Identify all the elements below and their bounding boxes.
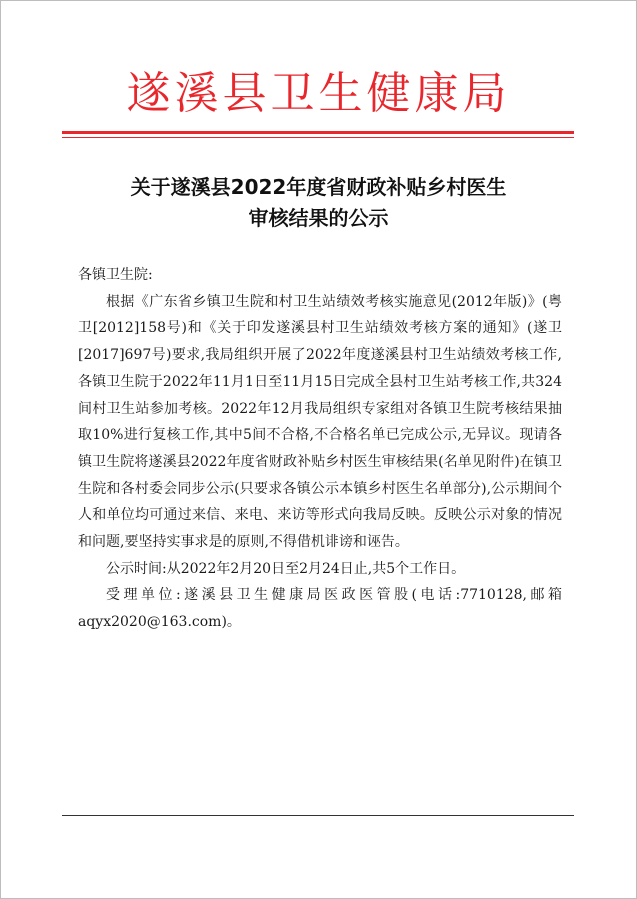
document-title-line-2: 审核结果的公示 [248,206,389,230]
document-body [78,262,562,636]
bottom-rule [62,815,574,816]
letterhead: 遂溪县卫生健康局 [126,68,511,119]
body-paragraph-main: 根据《广东省乡镇卫生院和村卫生站绩效考核实施意见(2012年版)》(粤卫[2012]158号)和《关于印发遂溪县村卫生站绩效考核方案的通知》(遂卫[2017]697号)要求,我局组织开展了2022年度遂溪县村卫生站绩效考核工作,各镇卫生院于2022年11月1日至11月15日完成全县村卫生站考核工作,共324间村卫生站参加考核。2022年12月我局组织专家组对各镇卫生院考核结果抽取10%进行复核工作,其中5间不合格,不合格名单已完成公示,无异议。现请各镇卫生院将遂溪县2022年度省财政补贴乡村医生审核结果(名单见附件)在镇卫生院和各村委会同步公示(只要求各镇公示本镇乡村医生名单部分),公示期间个人和单位均可通过来信、来电、来访等形式向我局反映。反映公示对象的情况和问题,要坚持实事求是的原则,不得借机诽谤和诬告。 [78,293,562,551]
letterhead-rule-thick [62,131,574,134]
document-title-line-1: 关于遂溪县2022年度省财政补贴乡村医生 [130,175,507,199]
document-title [60,172,577,234]
salutation: 各镇卫生院: [78,267,153,283]
body-paragraph-period: 公示时间:从2022年2月20日至2月24日止,共5个工作日。 [106,560,466,577]
letterhead-rule-thin [62,137,574,138]
body-paragraph-contact: 受理单位:遂溪县卫生健康局医政医管股(电话:7710128,邮箱aqyx2020@163.com)。 [78,587,562,631]
